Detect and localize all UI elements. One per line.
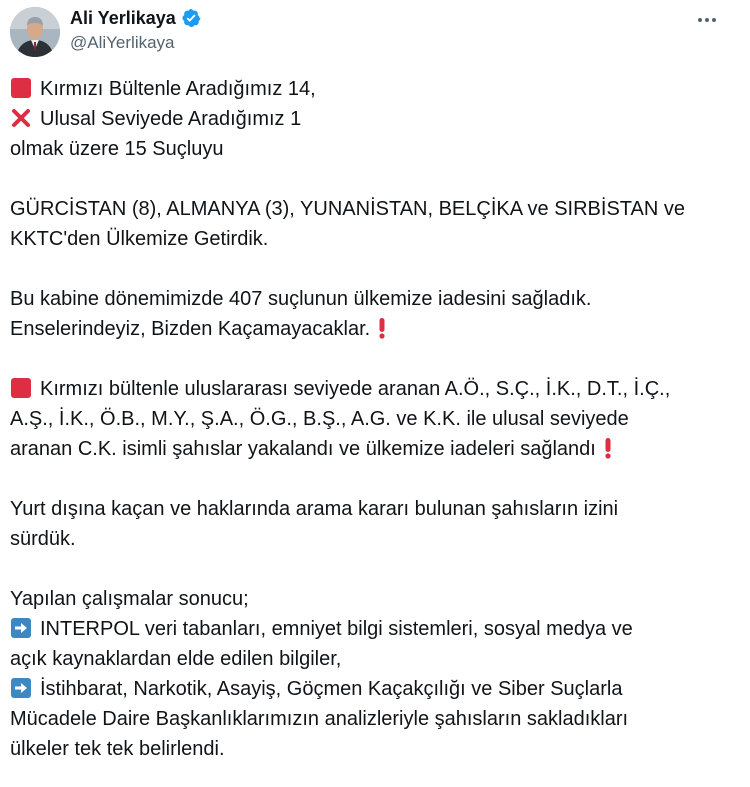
tweet-line [10, 434, 740, 464]
tweet-line-text: Enselerindeyiz, Bizden Kaçamayacaklar. [10, 318, 371, 340]
tweet-line-text: Yapılan çalışmalar sonucu; [10, 588, 249, 610]
tweet-line [10, 734, 740, 764]
tweet-line-text: Ulusal Seviyede Aradığımız 1 [40, 108, 302, 130]
tweet-line-text: Kırmızı Bültenle Aradığımız 14, [40, 78, 316, 100]
tweet-line [10, 524, 740, 554]
tweet-line [10, 74, 740, 104]
paragraph-gap [10, 344, 740, 374]
more-icon[interactable] [690, 9, 724, 31]
paragraph-gap [10, 554, 740, 584]
tweet-line [10, 674, 740, 704]
right-arrow-icon [10, 677, 32, 699]
paragraph-gap [10, 164, 740, 194]
red-exclamation-icon [602, 437, 614, 459]
tweet-line [10, 494, 740, 524]
display-name[interactable]: Ali Yerlikaya [70, 8, 176, 28]
tweet-line [10, 104, 740, 134]
cross-mark-icon [10, 107, 32, 129]
red-square-icon [10, 77, 32, 99]
red-square-icon [10, 377, 32, 399]
right-arrow-icon [10, 617, 32, 639]
tweet-line [10, 704, 740, 734]
tweet-line-text: olmak üzere 15 Suçluyu [10, 138, 224, 160]
tweet-text [10, 74, 740, 764]
tweet-line [10, 614, 740, 644]
tweet-line [10, 584, 740, 614]
tweet-line [10, 644, 740, 674]
tweet-line-text: Mücadele Daire Başkanlıklarımızın analizleriyle şahısların sakladıkları [10, 708, 629, 730]
tweet-line-text: ülkeler tek tek belirlendi. [10, 738, 225, 760]
paragraph-gap [10, 464, 740, 494]
tweet-line [10, 224, 740, 254]
tweet-line [10, 314, 740, 344]
tweet-line-text: aranan C.K. isimli şahıslar yakalandı ve ülkemize iadeleri sağlandı [10, 438, 596, 460]
tweet-line-text: KKTC'den Ülkemize Getirdik. [10, 228, 269, 250]
verified-badge-icon[interactable] [181, 8, 201, 28]
tweet-line-text: Bu kabine dönemimizde 407 suçlunun ülkemize iadesini sağladık. [10, 288, 592, 310]
tweet-line [10, 284, 740, 314]
tweet-line-text: A.Ş., İ.K., Ö.B., M.Y., Ş.A., Ö.G., B.Ş., A.G. ve K.K. ile ulusal seviyede [10, 408, 629, 430]
tweet-line-text: GÜRCİSTAN (8), ALMANYA (3), YUNANİSTAN, BELÇİKA ve SIRBİSTAN ve [10, 198, 685, 220]
avatar[interactable] [10, 7, 60, 57]
user-handle[interactable]: @AliYerlikaya [70, 33, 175, 52]
tweet-line-text: Yurt dışına kaçan ve haklarında arama kararı bulunan şahısların izini [10, 498, 619, 520]
tweet-line-text: INTERPOL veri tabanları, emniyet bilgi sistemleri, sosyal medya ve [40, 618, 633, 640]
tweet-line-text: sürdük. [10, 528, 76, 550]
red-exclamation-icon [376, 317, 388, 339]
tweet-line [10, 374, 740, 404]
tweet-line [10, 194, 740, 224]
tweet-line [10, 134, 740, 164]
name-row [70, 8, 201, 28]
author-block [70, 8, 201, 53]
tweet-line-text: Kırmızı bültenle uluslararası seviyede aranan A.Ö., S.Ç., İ.K., D.T., İ.Ç., [40, 378, 671, 400]
tweet-line-text: açık kaynaklardan elde edilen bilgiler, [10, 648, 342, 670]
tweet-line [10, 404, 740, 434]
tweet-line-text: İstihbarat, Narkotik, Asayiş, Göçmen Kaçakçılığı ve Siber Suçlarla [40, 678, 623, 700]
paragraph-gap [10, 254, 740, 284]
